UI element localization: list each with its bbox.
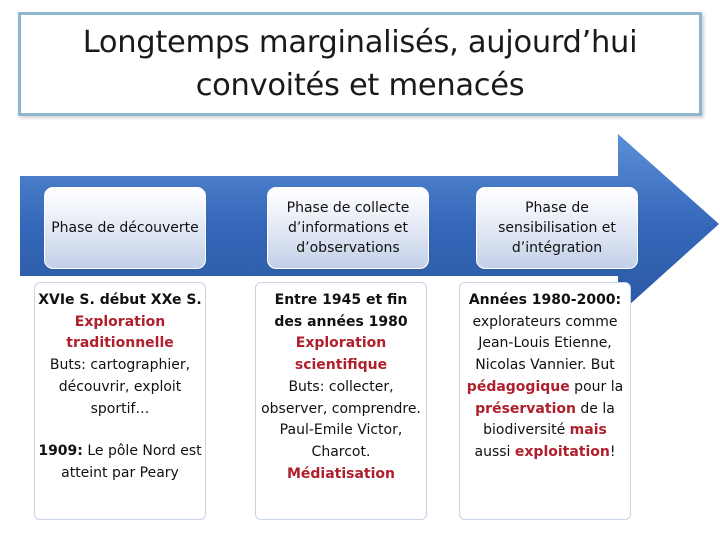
media-text: Médiatisation [286, 465, 396, 482]
phase-label: Phase de sensibilisation et d’intégration [498, 200, 616, 256]
explorers-text: explorateurs comme Jean-Louis Etienne, Nicolas Vannier. But [472, 313, 618, 374]
period-text: XVIe S. début XXe S. [38, 292, 202, 308]
goals-text: Buts: collecter, observer, comprendre. Paul-Emile Victor, Charcot. [261, 378, 421, 460]
period-text: Entre 1945 et fin des années 1980 [274, 292, 408, 330]
for-the-text: pour la [569, 378, 624, 395]
detail-box-collection [255, 282, 427, 520]
event-text [38, 441, 202, 484]
detail-box-awareness [459, 282, 631, 520]
phase-box-discovery [44, 187, 206, 269]
title-line-2: convoités et menacés [195, 68, 525, 103]
exploitation-text: exploitation [514, 443, 610, 460]
spacer [38, 420, 202, 441]
awareness-text [463, 290, 627, 464]
event-description: Le pôle Nord est atteint par Peary [61, 443, 202, 481]
title-line-1: Longtemps marginalisés, aujourd’hui [82, 25, 638, 60]
goals-text: Buts: cartographier, découvrir, exploit sportif… [49, 357, 191, 417]
also-text: aussi [474, 443, 515, 460]
pedagogic-text: pédagogique [466, 378, 570, 395]
exploration-type: Exploration traditionnelle [66, 313, 174, 352]
phase-label: Phase de collecte d’informations et d’observations [286, 200, 410, 256]
biodiversity-text: de la biodiversité [483, 400, 615, 439]
detail-box-discovery [34, 282, 206, 520]
period-text: Années 1980-2000: [468, 292, 622, 308]
event-year: 1909: [38, 443, 83, 460]
but-text: mais [569, 422, 607, 439]
exploration-type: Exploration scientifique [294, 335, 388, 374]
end-text: ! [609, 443, 616, 460]
phase-box-collection [267, 187, 429, 269]
preservation-text: préservation [475, 400, 576, 417]
phase-box-awareness [476, 187, 638, 269]
phase-label: Phase de découverte [51, 220, 199, 236]
title-box [18, 12, 702, 116]
